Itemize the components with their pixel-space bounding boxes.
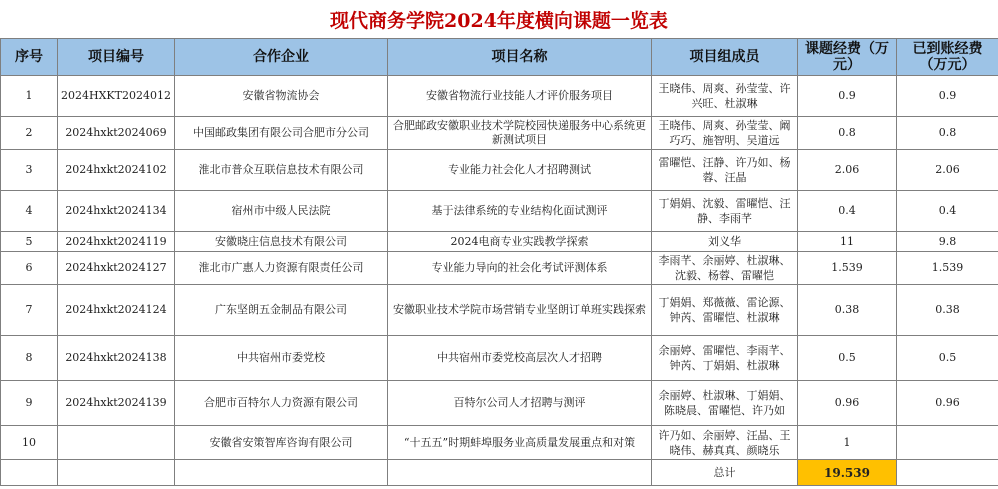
- cell-name: 专业能力导向的社会化考试评测体系: [388, 252, 652, 285]
- page-title: 现代商务学院2024年度横向课题一览表: [330, 9, 668, 32]
- cell-funding: 0.96: [798, 381, 897, 426]
- cell-funding: 1: [798, 426, 897, 460]
- cell-members: 王晓伟、周爽、孙莹莹、阚巧巧、施智明、吴道远: [652, 117, 798, 150]
- cell-index: 4: [1, 191, 58, 232]
- cell-index: 8: [1, 336, 58, 381]
- cell-name: 基于法律系统的专业结构化面试测评: [388, 191, 652, 232]
- header-code: 项目编号: [58, 39, 175, 76]
- cell-index: 1: [1, 76, 58, 117]
- table-row: [1, 191, 998, 232]
- table-row: [1, 336, 998, 381]
- cell-index: 10: [1, 426, 58, 460]
- cell-received: 0.96: [897, 381, 998, 426]
- cell-received: 0.4: [897, 191, 998, 232]
- projects-table: [0, 38, 998, 486]
- table-row: [1, 76, 998, 117]
- cell-name: 中共宿州市委党校高层次人才招聘: [388, 336, 652, 381]
- cell-code: 2024hxkt2024127: [58, 252, 175, 285]
- cell-index: 5: [1, 232, 58, 252]
- cell-code: 2024hxkt2024139: [58, 381, 175, 426]
- cell-funding: 1.539: [798, 252, 897, 285]
- cell-members: 丁娟娟、郑薇薇、雷论源、钟芮、雷曜恺、杜淑琳: [652, 285, 798, 336]
- table-row: [1, 117, 998, 150]
- header-company: 合作企业: [175, 39, 388, 76]
- cell-name: “十五五”时期蚌埠服务业高质量发展重点和对策: [388, 426, 652, 460]
- cell-code: 2024hxkt2024134: [58, 191, 175, 232]
- cell-company: 淮北市普众互联信息技术有限公司: [175, 150, 388, 191]
- table-row: [1, 426, 998, 460]
- total-value: 19.539: [798, 460, 897, 486]
- cell-code: 2024hxkt2024124: [58, 285, 175, 336]
- cell-name: 安徽职业技术学院市场营销专业坚朗订单班实践探索: [388, 285, 652, 336]
- cell-code: [58, 426, 175, 460]
- cell-members: 李雨芊、余丽婷、杜淑琳、沈毅、杨蓉、雷曜恺: [652, 252, 798, 285]
- cell-company: 安徽晓庄信息技术有限公司: [175, 232, 388, 252]
- cell-index: 7: [1, 285, 58, 336]
- cell-name: 百特尔公司人才招聘与测评: [388, 381, 652, 426]
- cell-company: 合肥市百特尔人力资源有限公司: [175, 381, 388, 426]
- cell-index: 3: [1, 150, 58, 191]
- cell-name: 安徽省物流行业技能人才评价服务项目: [388, 76, 652, 117]
- cell-members: 丁娟娟、沈毅、雷曜恺、汪静、李雨芊: [652, 191, 798, 232]
- cell-company: 广东坚朗五金制品有限公司: [175, 285, 388, 336]
- cell-code: 2024hxkt2024069: [58, 117, 175, 150]
- cell-index: 9: [1, 381, 58, 426]
- cell-funding: 0.38: [798, 285, 897, 336]
- cell-members: 余丽婷、杜淑琳、丁娟娟、陈晓晨、雷曜恺、许乃如: [652, 381, 798, 426]
- cell-members: 雷曜恺、汪静、许乃如、杨蓉、汪晶: [652, 150, 798, 191]
- total-row: [1, 460, 998, 486]
- header-index: 序号: [1, 39, 58, 76]
- cell-funding: 0.9: [798, 76, 897, 117]
- cell-index: 6: [1, 252, 58, 285]
- cell-index: 2: [1, 117, 58, 150]
- cell-received: [897, 426, 998, 460]
- cell-company: 安徽省物流协会: [175, 76, 388, 117]
- cell-code: 2024hxkt2024119: [58, 232, 175, 252]
- cell-name: 2024电商专业实践教学探索: [388, 232, 652, 252]
- cell-members: 余丽婷、雷曜恺、李雨芊、钟芮、丁娟娟、杜淑琳: [652, 336, 798, 381]
- cell-received: 2.06: [897, 150, 998, 191]
- cell-name: 合肥邮政安徽职业技术学院校园快递服务中心系统更新测试项目: [388, 117, 652, 150]
- cell-received: 1.539: [897, 252, 998, 285]
- header-funding: 课题经费（万元）: [798, 39, 897, 76]
- table-row: [1, 150, 998, 191]
- header-row: [1, 39, 998, 76]
- cell-code: 2024hxkt2024138: [58, 336, 175, 381]
- cell-name: 专业能力社会化人才招聘测试: [388, 150, 652, 191]
- cell-received: 9.8: [897, 232, 998, 252]
- header-name: 项目名称: [388, 39, 652, 76]
- table-row: [1, 252, 998, 285]
- cell-funding: 0.4: [798, 191, 897, 232]
- cell-company: 中共宿州市委党校: [175, 336, 388, 381]
- header-members: 项目组成员: [652, 39, 798, 76]
- cell-funding: 2.06: [798, 150, 897, 191]
- table-row: [1, 285, 998, 336]
- cell-company: 淮北市广惠人力资源有限责任公司: [175, 252, 388, 285]
- cell-company: 宿州市中级人民法院: [175, 191, 388, 232]
- cell-funding: 0.5: [798, 336, 897, 381]
- cell-company: 安徽省安策智库咨询有限公司: [175, 426, 388, 460]
- cell-funding: 11: [798, 232, 897, 252]
- cell-company: 中国邮政集团有限公司合肥市分公司: [175, 117, 388, 150]
- header-received: 已到账经费（万元）: [897, 39, 998, 76]
- cell-code: 2024HXKT2024012: [58, 76, 175, 117]
- cell-received: 0.9: [897, 76, 998, 117]
- cell-received: 0.38: [897, 285, 998, 336]
- cell-received: 0.8: [897, 117, 998, 150]
- cell-received: 0.5: [897, 336, 998, 381]
- table-row: [1, 381, 998, 426]
- table-row: [1, 232, 998, 252]
- cell-funding: 0.8: [798, 117, 897, 150]
- total-label: 总计: [652, 460, 798, 486]
- cell-members: 王晓伟、周爽、孙莹莹、许兴旺、杜淑琳: [652, 76, 798, 117]
- cell-members: 刘义华: [652, 232, 798, 252]
- cell-code: 2024hxkt2024102: [58, 150, 175, 191]
- cell-members: 许乃如、余丽婷、汪晶、王晓伟、赫真真、颜晓乐: [652, 426, 798, 460]
